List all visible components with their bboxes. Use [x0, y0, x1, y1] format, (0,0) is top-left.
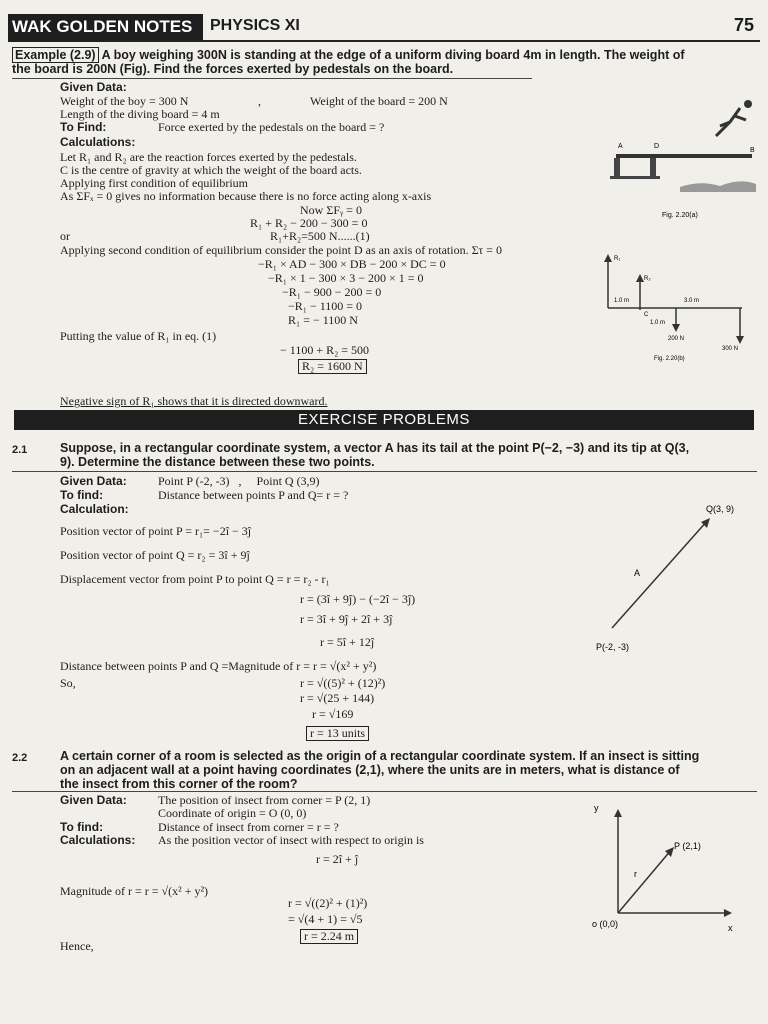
find-label: To find: [60, 820, 104, 834]
diving-board-figure [590, 92, 760, 222]
given-label: Given Data: [60, 793, 127, 807]
position-vector [618, 849, 672, 913]
calc-eq1: R₁+R₂=500 N......(1) [270, 229, 370, 243]
fig-caption-b: Fig. 2.20(b) [654, 356, 685, 362]
calc-line: −R₁ × 1 − 300 × 3 − 200 × 1 = 0 [268, 271, 424, 285]
label-vector-a: A [634, 568, 641, 578]
example-question-line2: the board is 200N (Fig). Find the forces exerted by pedestals on the board. [12, 62, 454, 76]
calc-line: Now ΣFᵧ = 0 [300, 203, 362, 217]
given-label: Given Data: [60, 474, 127, 488]
calc-label: Calculation: [60, 502, 129, 516]
given-board-length: Length of the diving board = 4 m [60, 107, 220, 121]
pedestal-d [650, 158, 656, 176]
calc-line: r = (3î + 9ĵ) − (−2î − 3ĵ) [300, 592, 416, 606]
question-line1: Suppose, in a rectangular coordinate system, a vector A has its tail at the point P(−2, −3) and its tip at Q(3, [60, 441, 690, 455]
label-d: D [654, 143, 660, 150]
label-3m: 3.0 m [684, 298, 700, 304]
calc-line: r = √((5)² + (12)²) [300, 676, 386, 690]
problem-2-2-question [60, 749, 760, 791]
y-axis-head [614, 809, 622, 817]
x-axis-head [724, 909, 732, 917]
calc-line: r = √(25 + 144) [300, 691, 375, 705]
calc-line: − 1100 + R₂ = 500 [280, 343, 370, 357]
board [616, 154, 752, 158]
exercise-banner: EXERCISE PROBLEMS [14, 410, 754, 430]
label-1m: 1.0 m [614, 298, 630, 304]
question-line3: the insect from this corner of the room? [60, 777, 298, 791]
calc-text: As the position vector of insect with respect to origin is [158, 833, 424, 847]
label-x: x [728, 923, 733, 933]
calc-line: = √(4 + 1) = √5 [288, 912, 363, 926]
so-label: So, [60, 676, 76, 690]
result-distance: r = 2.24 m [300, 929, 358, 944]
given-boy-weight: Weight of the boy = 300 N [60, 94, 189, 108]
calc-line: Displacement vector from point P to point Q = r = r₂ - r₁ [60, 572, 330, 586]
boy-figure [716, 100, 752, 136]
find-text: Force exerted by the pedestals on the board = ? [158, 120, 385, 134]
label-a: A [618, 143, 623, 150]
label-p: P (2,1) [674, 841, 701, 851]
given-line: The position of insect from corner = P (2, 1) [158, 793, 371, 807]
calc-line: R₁ + R₂ − 200 − 300 = 0 [250, 216, 368, 230]
label-origin: o (0,0) [592, 919, 619, 929]
label-b: B [750, 147, 755, 154]
calc-label: Calculations: [60, 833, 136, 847]
given-comma: , [258, 94, 261, 108]
question-line2: 9). Determine the distance between these two points. [60, 455, 375, 469]
question-line2: on an adjacent wall at a point having coordinates (2,1), where the units are in meters, what is distance of [60, 763, 680, 777]
page-number: 75 [733, 15, 754, 35]
pedestal-base [610, 176, 660, 179]
label-200n: 200 N [668, 336, 685, 342]
hence-label: Hence, [60, 939, 94, 953]
calc-line: Applying second condition of equilibrium consider the point D as an axis of rotation. Στ = 0 [60, 243, 502, 257]
calc-line: Let R₁ and R₂ are the reaction forces exerted by the pedestals. [60, 150, 357, 164]
r1-arrow-head [604, 254, 612, 262]
example-question [12, 48, 757, 76]
question-line1: A certain corner of a room is selected as the origin of a rectangular coordinate system. If an insect is sitting [60, 749, 700, 763]
given-board-weight: Weight of the board = 200 N [310, 94, 448, 108]
r2-arrow-head [636, 274, 644, 282]
label-300n: 300 N [722, 346, 739, 352]
given-text: Point P (-2, -3) , Point Q (3,9) [158, 474, 320, 488]
water [680, 181, 756, 192]
calc-line: r = 3î + 9ĵ + 2î + 3ĵ [300, 612, 393, 626]
problem-rule [12, 471, 757, 472]
given-line: Coordinate of origin = O (0, 0) [158, 806, 307, 820]
calc-line: R₁ = − 1100 N [288, 313, 358, 327]
calc-line: Position vector of point P = r₁= −2î − 3ĵ [60, 524, 252, 538]
question-rule [12, 78, 532, 79]
w200-arrow-head [672, 324, 680, 332]
pedestal-a [614, 158, 620, 176]
calc-or: or [60, 229, 70, 243]
header-rule [8, 40, 760, 42]
calc-line: −R₁ − 1100 = 0 [288, 299, 363, 313]
w300-arrow-head [736, 336, 744, 344]
calc-line: r = √((2)² + (1)²) [288, 896, 368, 910]
calc-label: Calculations: [60, 135, 136, 149]
given-label: Given Data: [60, 80, 127, 94]
vector-pq-figure [590, 500, 760, 660]
result-distance: r = 13 units [306, 726, 369, 741]
calc-line: As ΣFₓ = 0 gives no information because there is no force acting along x-axis [60, 189, 432, 203]
label-y: y [594, 803, 599, 813]
find-label: To Find: [60, 120, 107, 134]
find-label: To find: [60, 488, 104, 502]
force-diagram-figure [596, 248, 756, 368]
conclusion: Negative sign of R₁ shows that it is directed downward. [60, 394, 328, 408]
label-r1: R₁ [614, 256, 621, 262]
calc-line: C is the centre of gravity at which the weight of the board acts. [60, 163, 362, 177]
problem-2-1-question [60, 441, 760, 469]
calc-line: −R₁ × AD − 300 × DB − 200 × DC = 0 [258, 257, 446, 271]
label-c: C [644, 312, 649, 318]
result-r2: R₂ = 1600 N [298, 359, 367, 374]
problem-rule [12, 791, 757, 792]
subject-title: PHYSICS XI [210, 17, 300, 34]
example-question-line1: A boy weighing 300N is standing at the edge of a uniform diving board 4m in length. The weight of [101, 48, 685, 62]
label-1m-2: 1.0 m [650, 320, 666, 326]
label-r2: R₂ [644, 276, 651, 282]
calc-line: Position vector of point Q = r₂ = 3î + 9ĵ [60, 548, 250, 562]
calc-line: r = 5î + 12ĵ [320, 635, 375, 649]
calc-line: Distance between points P and Q =Magnitude of r = r = √(x² + y²) [60, 659, 377, 673]
calc-line: Applying first condition of equilibrium [60, 176, 248, 190]
find-text: Distance between points P and Q= r = ? [158, 488, 349, 502]
example-tag: Example (2.9) [12, 47, 99, 63]
calc-line: Putting the value of R₁ in eq. (1) [60, 329, 217, 343]
label-r: r [634, 869, 637, 879]
calc-line: Magnitude of r = r = √(x² + y²) [60, 884, 209, 898]
calc-line: r = √169 [312, 707, 354, 721]
fig-caption-a: Fig. 2.20(a) [662, 212, 698, 219]
problem-number: 2.1 [12, 444, 28, 456]
problem-number: 2.2 [12, 752, 28, 764]
calc-line: −R₁ − 900 − 200 = 0 [282, 285, 382, 299]
insect-position-figure [588, 795, 758, 940]
vector-a-line [612, 520, 708, 628]
book-title: WAK GOLDEN NOTES [8, 14, 203, 40]
label-q: Q(3, 9) [706, 504, 735, 514]
find-text: Distance of insect from corner = r = ? [158, 820, 339, 834]
label-p: P(-2, -3) [596, 642, 630, 652]
calc-line: r = 2î + ĵ [316, 852, 359, 866]
